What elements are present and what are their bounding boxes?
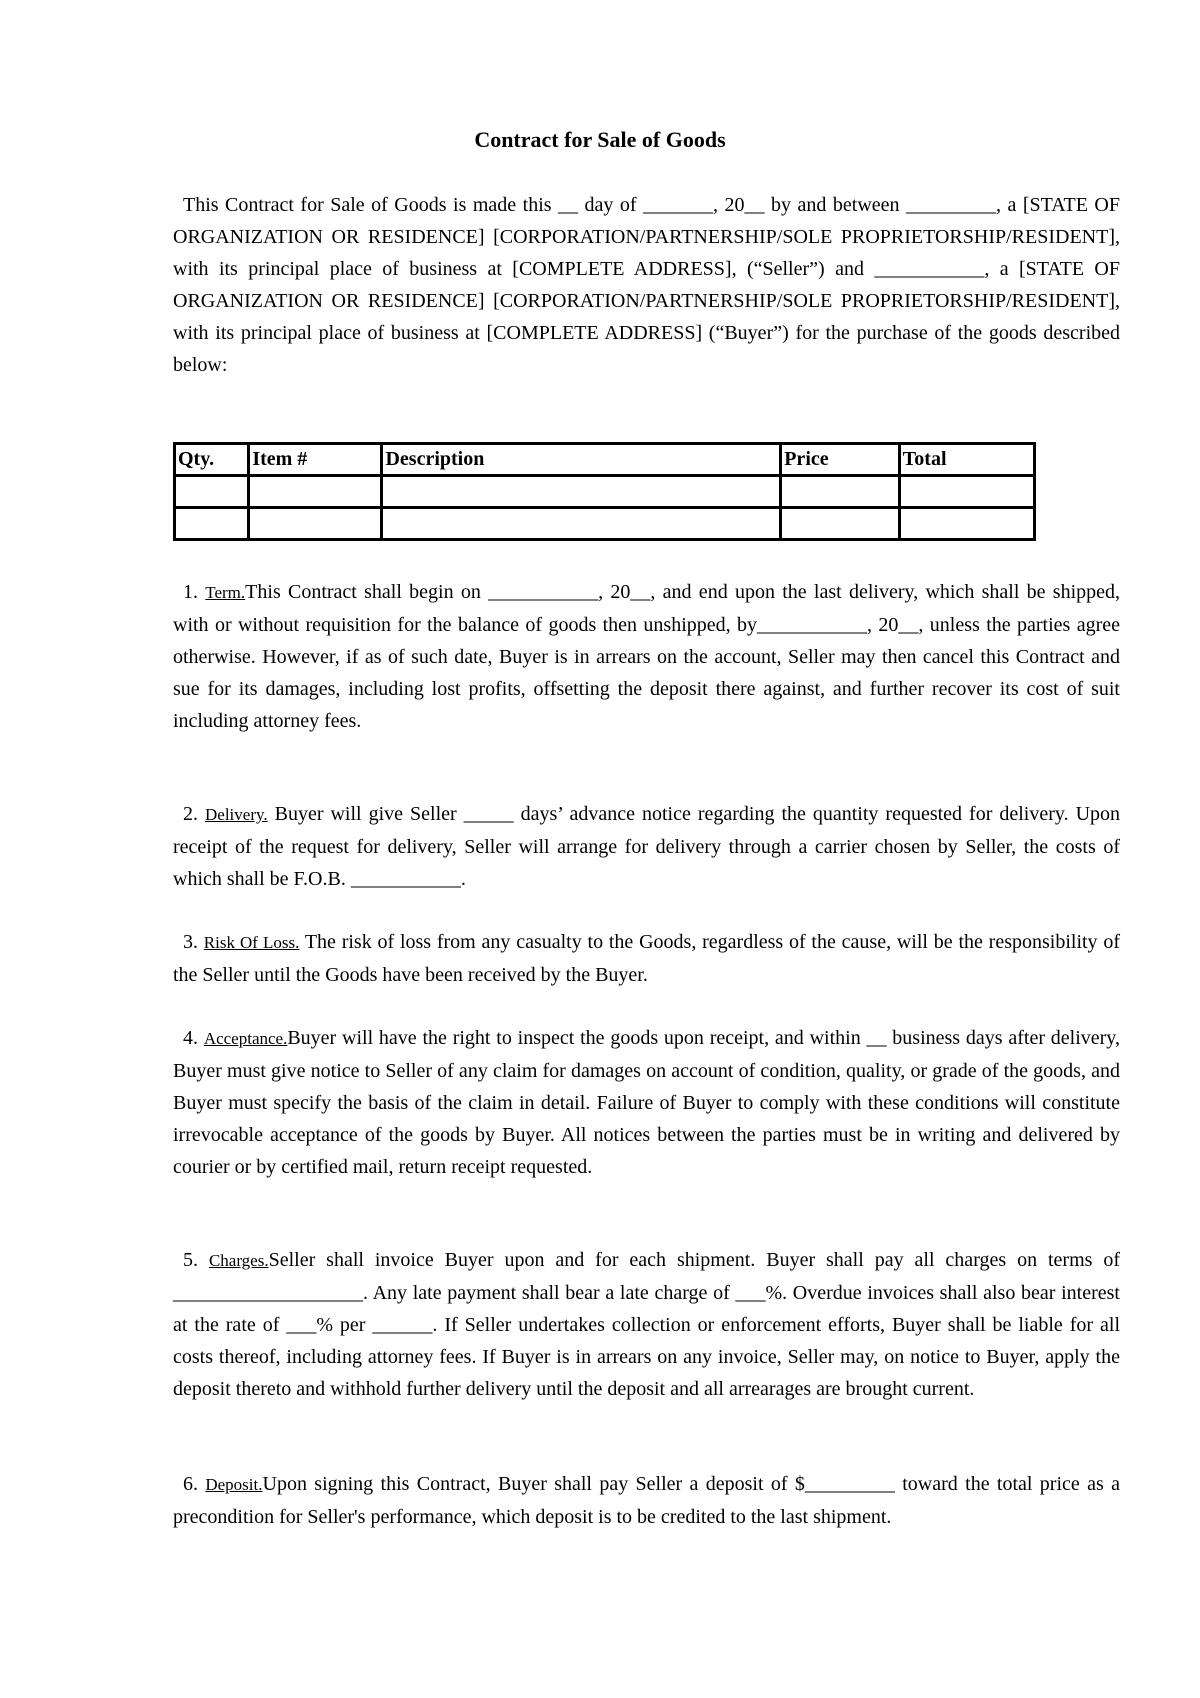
column-header-description: Description [382,444,781,476]
section-body: Seller shall invoice Buyer upon and for each shipment. Buyer shall pay all charges on terms of ___________________. Any late payment shall bear a late charge of ___%. Overdue invoices shall also bear interest at the rate of ___% per ______. If Seller undertakes collection or enforcement efforts, Buyer shall be liable for all costs thereof, including attorney fees. If Buyer is in arrears on any invoice, Seller may, on notice to Buyer, apply the deposit thereto and withhold further delivery until the deposit and all arrearages are brought current. [173,1249,1121,1400]
section-number: 2. [183,803,198,825]
table-cell-item [249,476,382,508]
section-body: Buyer will have the right to inspect the goods upon receipt, and within __ business days after delivery, Buyer must give notice to Seller of any claim for damages on account of condition, quality, or grade of the goods, and Buyer must specify the basis of the claim in detail. Failure of Buyer to comply with these conditions will constitute irrevocable acceptance of the goods by Buyer. All notices between the parties must be in writing and delivered by courier or by certified mail, return receipt requested. [173,1027,1121,1178]
table-row [175,508,1035,540]
table-cell-qty [175,508,249,540]
section-body: Upon signing this Contract, Buyer shall pay Seller a deposit of $_________ toward the total price as a precondition for Seller's performance, which deposit is to be credited to the last shipment. [173,1473,1121,1528]
section-body: This Contract shall begin on ___________, 20__, and end upon the last delivery, which shall be shipped, with or without requisition for the balance of goods then unshipped, by___________, 20__, unless the parties agree otherwise. However, if as of such date, Buyer is in arrears on the account, Seller may then cancel this Contract and sue for its damages, including lost profits, offsetting the deposit there against, and further recover its cost of suit including attorney fees. [173,581,1121,732]
table-cell-total [899,508,1034,540]
section-number: 4. [183,1027,198,1049]
document-title: Contract for Sale of Goods [474,127,726,152]
section-risk-of-loss [173,926,1120,991]
section-body: The risk of loss from any casualty to the Goods, regardless of the cause, will be the responsibility of the Seller until the Goods have been received by the Buyer. [173,931,1121,986]
section-number: 6. [183,1473,198,1495]
table-cell-item [249,508,382,540]
section-acceptance [173,1022,1120,1183]
column-header-total: Total [899,444,1034,476]
table-cell-total [899,476,1034,508]
column-header-qty: Qty. [175,444,249,476]
goods-table [173,442,1036,541]
section-number: 3. [183,931,198,953]
column-header-price: Price [781,444,900,476]
section-heading: Deposit. [205,1475,263,1494]
section-heading: Risk Of Loss. [203,933,300,952]
section-heading: Acceptance. [203,1029,288,1048]
column-header-item: Item # [249,444,382,476]
section-heading: Delivery. [205,805,268,824]
table-cell-price [781,476,900,508]
table-cell-description [382,508,781,540]
section-delivery [173,798,1120,895]
section-heading: Term. [205,583,246,602]
table-cell-description [382,476,781,508]
section-deposit [173,1468,1120,1533]
section-charges [173,1244,1120,1405]
section-term [173,576,1120,737]
section-number: 1. [183,581,198,603]
section-heading: Charges. [208,1251,269,1270]
table-cell-qty [175,476,249,508]
table-cell-price [781,508,900,540]
table-row [175,476,1035,508]
section-body: Buyer will give Seller _____ days’ advance notice regarding the quantity requested for delivery. Upon receipt of the request for delivery, Seller will arrange for delivery through a carrier chosen by Seller, the costs of which shall be F.O.B. ___________. [173,803,1121,890]
section-number: 5. [183,1249,198,1271]
table-header-row [175,444,1035,476]
intro-paragraph: This Contract for Sale of Goods is made this __ day of _______, 20__ by and between _________, a [STATE OF ORGANIZATION OR RESIDENCE] [CORPORATION/PARTNERSHIP/SOLE PROPRIETORSHIP/RESIDENT], with its principal place of business at [COMPLETE ADDRESS], (“Seller”) and ___________, a [STATE OF ORGANIZATION OR RESIDENCE] [CORPORATION/PARTNERSHIP/SOLE PROPRIETORSHIP/RESIDENT], with its principal place of business at [COMPLETE ADDRESS] (“Buyer”) for the purchase of the goods described below: [173,194,1120,376]
